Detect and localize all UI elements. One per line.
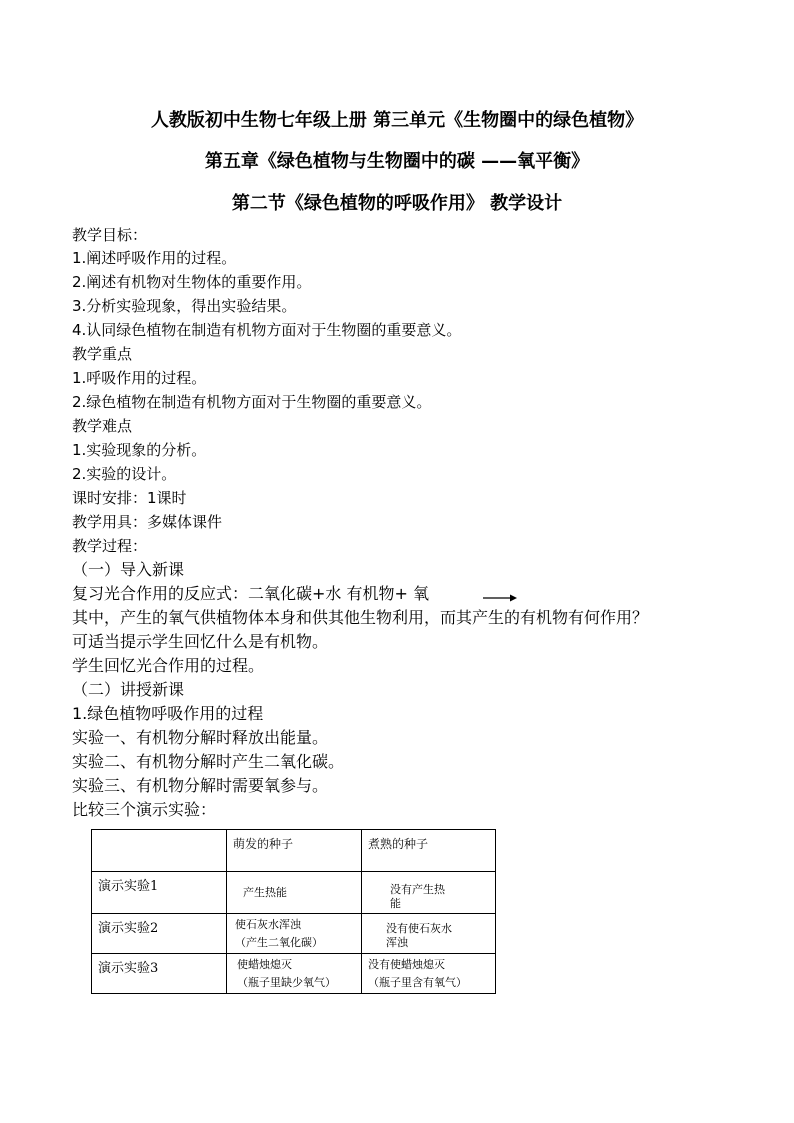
- heading-key-points: 教学重点: [72, 345, 133, 363]
- comparison-table: [91, 829, 496, 994]
- objective-1: 1.阐述呼吸作用的过程。: [72, 249, 237, 267]
- document-title-line-3: 第二节《绿色植物的呼吸作用》 教学设计: [231, 193, 563, 214]
- table-row: [92, 954, 496, 994]
- header-cell-cooked: 煮熟的种子: [362, 830, 496, 872]
- experiment-3: 实验三、有机物分解时需要氧参与。: [72, 776, 329, 795]
- heading-teaching-process: 教学过程：: [72, 537, 148, 555]
- header-cell-empty: [92, 830, 227, 872]
- difficulty-1: 1.实验现象的分析。: [72, 441, 207, 459]
- photosynthesis-equation: 复习光合作用的反应式：二氧化碳+水 有机物+ 氧: [72, 584, 429, 603]
- class-hours: 课时安排：1课时: [72, 489, 187, 507]
- arrow-icon: [483, 594, 517, 602]
- compare-experiments: 比较三个演示实验：: [72, 800, 217, 819]
- heading-difficulties: 教学难点: [72, 417, 133, 435]
- key-point-2: 2.绿色植物在制造有机物方面对于生物圈的重要意义。: [72, 393, 432, 411]
- objective-3: 3.分析实验现象，得出实验结果。: [72, 297, 297, 315]
- cooked-result: 没有使石灰水 浑浊: [362, 914, 496, 954]
- table-row: [92, 872, 496, 914]
- document-title-line-1: 人教版初中生物七年级上册 第三单元《生物圈中的绿色植物》: [150, 110, 644, 131]
- section-introduction: （一）导入新课: [72, 560, 185, 579]
- objective-2: 2.阐述有机物对生物体的重要作用。: [72, 273, 312, 291]
- cooked-result: 没有使蜡烛熄灭 （瓶子里含有氧气）: [362, 954, 496, 994]
- germinated-result: 使蜡烛熄灭 （瓶子里缺少氧气）: [227, 954, 362, 994]
- difficulty-2: 2.实验的设计。: [72, 465, 177, 483]
- review-line: 学生回忆光合作用的过程。: [72, 656, 265, 675]
- table-header-row: [92, 830, 496, 872]
- key-point-1: 1.呼吸作用的过程。: [72, 369, 207, 387]
- objective-4: 4.认同绿色植物在制造有机物方面对于生物圈的重要意义。: [72, 321, 462, 339]
- heading-teaching-objectives: 教学目标：: [72, 226, 148, 244]
- experiment-2: 实验二、有机物分解时产生二氧化碳。: [72, 752, 345, 771]
- experiment-1: 实验一、有机物分解时释放出能量。: [72, 728, 329, 747]
- document-title-line-2: 第五章《绿色植物与生物圈中的碳 ——氧平衡》: [204, 151, 590, 172]
- germinated-result: 使石灰水浑浊 （产生二氧化碳）: [227, 914, 362, 954]
- section-new-lesson: （二）讲授新课: [72, 680, 185, 699]
- row-label: 演示实验2: [92, 914, 227, 954]
- respiration-process-heading: 1.绿色植物呼吸作用的过程: [72, 704, 264, 723]
- question-line: 其中，产生的氧气供植物体本身和供其他生物利用，而其产生的有机物有何作用？: [72, 608, 649, 627]
- germinated-result: 产生热能: [227, 872, 362, 914]
- row-label: 演示实验3: [92, 954, 227, 994]
- row-label: 演示实验1: [92, 872, 227, 914]
- header-cell-germinated: 萌发的种子: [227, 830, 362, 872]
- hint-line: 可适当提示学生回忆什么是有机物。: [72, 632, 329, 651]
- cooked-result: 没有产生热 能: [362, 872, 496, 914]
- teaching-tools: 教学用具：多媒体课件: [72, 513, 223, 531]
- table-row: [92, 914, 496, 954]
